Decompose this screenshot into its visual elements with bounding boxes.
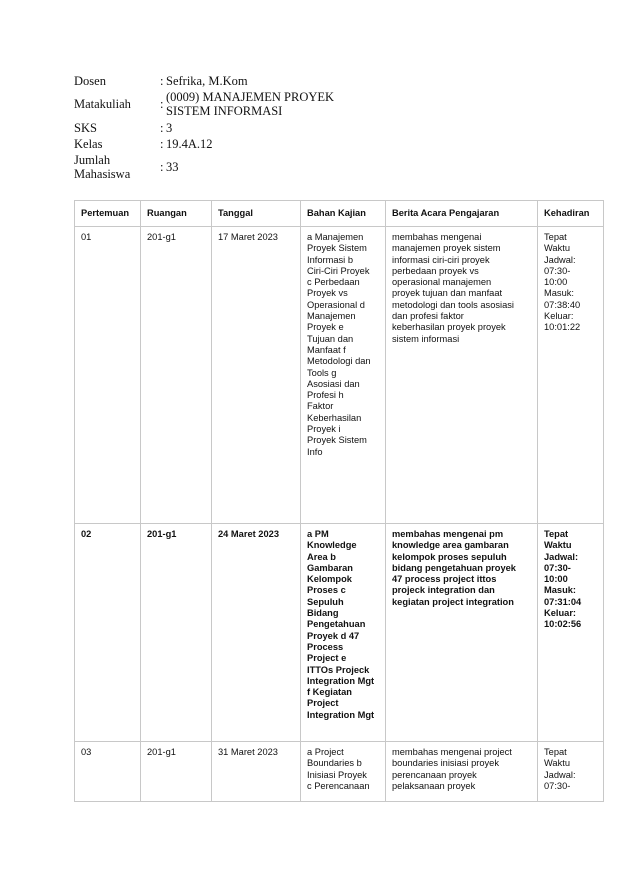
- header-kehadiran: Kehadiran: [538, 201, 604, 227]
- jumlah-row: [74, 152, 334, 182]
- colon: :: [160, 97, 164, 111]
- colon: :: [160, 121, 164, 135]
- colon: :: [160, 137, 164, 151]
- bahan-kajian-cell: a Project Boundaries b Inisiasi Proyek c Perencanaan: [301, 742, 386, 802]
- course-info: [74, 74, 334, 182]
- header-ruangan: Ruangan: [141, 201, 212, 227]
- ruangan-cell: 201-g1: [141, 742, 212, 802]
- berita-acara-cell: membahas mengenai pm knowledge area gambaran kelompok proses sepuluh bidang pengetahuan proyek 47 process project ittos projeck integration dan kegiatan project integration: [386, 524, 538, 742]
- jumlah-label: Jumlah Mahasiswa: [74, 153, 131, 181]
- kehadiran-cell: Tepat Waktu Jadwal: 07:30-: [538, 742, 604, 802]
- pertemuan-cell: 02: [75, 524, 141, 742]
- berita-acara-cell: membahas mengenai manajemen proyek sistem informasi ciri-ciri proyek perbedaan proyek vs operasional manajemen proyek tujuan dan manfaat metodologi dan tools asosiasi dan profesi faktor keberhasilan proyek proyek sistem informasi: [386, 227, 538, 524]
- dosen-row: [74, 74, 334, 88]
- header-bahan-kajian: Bahan Kajian: [301, 201, 386, 227]
- pertemuan-cell: 03: [75, 742, 141, 802]
- matakuliah-value: (0009) MANAJEMEN PROYEK SISTEM INFORMASI: [166, 90, 335, 118]
- kehadiran-cell: Tepat Waktu Jadwal: 07:30- 10:00 Masuk: 07:38:40 Keluar: 10:01:22: [538, 227, 604, 524]
- table-row: [75, 227, 604, 524]
- bahan-kajian-cell: a Manajemen Proyek Sistem Informasi b Ciri-Ciri Proyek c Perbedaan Proyek vs Operasional d Manajemen Proyek e Tujuan dan Manfaat f Metodologi dan Tools g Asosiasi dan Profesi h Faktor Keberhasilan Proyek i Proyek Sistem Info: [301, 227, 386, 524]
- tanggal-cell: 31 Maret 2023: [212, 742, 301, 802]
- pertemuan-cell: 01: [75, 227, 141, 524]
- sks-label: SKS: [74, 121, 97, 135]
- table-row: [75, 742, 604, 802]
- matakuliah-label: Matakuliah: [74, 97, 131, 111]
- sks-row: [74, 120, 334, 136]
- ruangan-cell: 201-g1: [141, 524, 212, 742]
- dosen-label: Dosen: [74, 74, 106, 88]
- matakuliah-row: [74, 88, 334, 120]
- sks-value: 3: [166, 121, 173, 135]
- berita-acara-cell: membahas mengenai project boundaries inisiasi proyek perencanaan proyek pelaksanaan proyek: [386, 742, 538, 802]
- tanggal-cell: 17 Maret 2023: [212, 227, 301, 524]
- dosen-value: Sefrika, M.Kom: [166, 74, 248, 88]
- tanggal-cell: 24 Maret 2023: [212, 524, 301, 742]
- header-pertemuan: Pertemuan: [75, 201, 141, 227]
- jumlah-value: 33: [166, 160, 179, 174]
- kelas-value: 19.4A.12: [166, 137, 213, 151]
- colon: :: [160, 160, 164, 174]
- table-row: [75, 524, 604, 742]
- bahan-kajian-cell: a PM Knowledge Area b Gambaran Kelompok Proses c Sepuluh Bidang Pengetahuan Proyek d 47 Process Project e ITTOs Projeck Integration Mgt f Kegiatan Project Integration Mgt: [301, 524, 386, 742]
- kehadiran-cell: Tepat Waktu Jadwal: 07:30- 10:00 Masuk: 07:31:04 Keluar: 10:02:56: [538, 524, 604, 742]
- colon: :: [160, 74, 164, 88]
- kelas-label: Kelas: [74, 137, 103, 151]
- table-header-row: [75, 201, 604, 227]
- kelas-row: [74, 136, 334, 152]
- header-tanggal: Tanggal: [212, 201, 301, 227]
- header-berita-acara: Berita Acara Pengajaran: [386, 201, 538, 227]
- attendance-table: [74, 200, 604, 802]
- ruangan-cell: 201-g1: [141, 227, 212, 524]
